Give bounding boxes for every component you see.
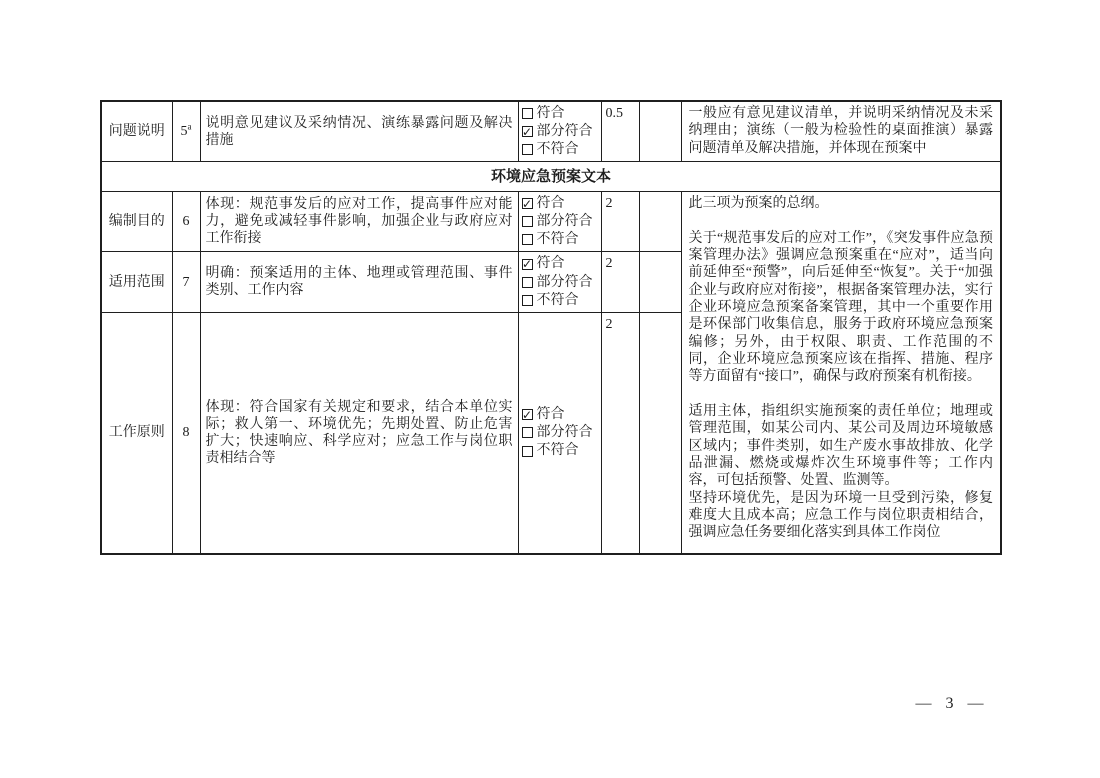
- row-number-text: 8: [182, 425, 190, 441]
- checkbox-partial-icon: [522, 216, 533, 227]
- merged-comment-cell: [681, 192, 1001, 554]
- comment-text: 一般应有意见建议清单，并说明采纳情况及未采纳理由；演练（一般为检验性的桌面推演）暴露问题清单及解决措施，并体现在预案中: [688, 106, 993, 156]
- criterion-description: 说明意见建议及采纳情况、演练暴露问题及解决措施: [200, 101, 518, 162]
- checkbox-conform-icon: ✓: [521, 257, 533, 271]
- conformity-options: [518, 252, 601, 312]
- checkbox-partial-icon: ✓: [521, 124, 533, 139]
- comment-paragraph: 坚持环境优先，是因为环境一旦受到污染，修复难度大且成本高；应急工作与岗位职责相结合，强调应急任务要细化落实到具体工作岗位: [688, 490, 993, 541]
- option-label: 不符合: [536, 232, 579, 248]
- criterion-description: 体现：规范事发后的应对工作，提高事件应对能力，避免或减轻事件影响，加强企业与政府应对工作衔接: [200, 192, 518, 252]
- option-label: 不符合: [536, 142, 579, 158]
- row-label: 工作原则: [101, 312, 172, 554]
- table-row-item-5: [101, 101, 1001, 162]
- option-label: 部分符合: [536, 124, 593, 140]
- blank-score-cell: [639, 192, 681, 252]
- row-number: [172, 101, 200, 162]
- criterion-description: 明确：预案适用的主体、地理或管理范围、事件类别、工作内容: [200, 252, 518, 312]
- conformity-options: [518, 192, 601, 252]
- conformity-options: [518, 312, 601, 554]
- blank-score-cell: [639, 101, 681, 162]
- checkbox-partial-icon: [522, 427, 533, 438]
- score-value: 2: [601, 192, 639, 252]
- section-header: 环境应急预案文本: [101, 162, 1001, 192]
- checkbox-conform-icon: [522, 108, 533, 119]
- option-label: 符合: [536, 256, 565, 272]
- row-label: 编制目的: [101, 192, 172, 252]
- score-value: 0.5: [601, 101, 639, 162]
- checkbox-nonconform-icon: [522, 446, 533, 457]
- row-number-text: 5: [180, 124, 188, 140]
- checkbox-nonconform-icon: [522, 144, 533, 155]
- option-label: 符合: [536, 196, 565, 212]
- option-conform: [522, 105, 598, 122]
- option-label: 部分符合: [536, 214, 593, 230]
- option-nonconform: [522, 292, 598, 309]
- option-partial-conform: [522, 213, 598, 230]
- evaluation-table: [100, 100, 1002, 555]
- option-label: 符合: [536, 407, 565, 423]
- option-partial-conform: [522, 274, 598, 291]
- criterion-description: 体现：符合国家有关规定和要求，结合本单位实际；救人第一、环境优先；先期处置、防止危害扩大；快速响应、科学应对；应急工作与岗位职责相结合等: [200, 312, 518, 554]
- option-label: 不符合: [536, 443, 579, 459]
- checkbox-conform-icon: ✓: [521, 196, 533, 211]
- section-header-row: [101, 162, 1001, 192]
- score-value: 2: [601, 312, 639, 554]
- row-label: 问题说明: [101, 101, 172, 162]
- option-nonconform: [522, 141, 598, 158]
- row-number: [172, 252, 200, 312]
- row-number-footnote: a: [187, 121, 192, 132]
- option-label: 不符合: [536, 292, 579, 308]
- row-number: [172, 312, 200, 554]
- option-label: 部分符合: [536, 425, 593, 441]
- option-partial-conform: [522, 123, 598, 140]
- comment-paragraph: 适用主体，指组织实施预案的责任单位；地理或管理范围，如某公司内、某公司及周边环境敏感区域内；事件类别，如生产废水事故排放、化学品泄漏、燃烧或爆炸次生环境事件等；工作内容，可包括预警、处置、监测等。: [688, 403, 993, 489]
- row-number-text: 6: [182, 214, 190, 230]
- page-number: — 3 —: [915, 695, 985, 712]
- comment-paragraph: 此三项为预案的总纲。: [688, 196, 829, 212]
- option-nonconform: [522, 442, 598, 459]
- option-conform: [522, 255, 598, 272]
- option-conform: [522, 406, 598, 423]
- checkbox-conform-icon: ✓: [521, 407, 533, 422]
- option-conform: [522, 195, 598, 212]
- comment-cell: [681, 101, 1001, 162]
- comment-paragraph: 关于“规范事发后的应对工作”，《突发事件应急预案管理办法》强调应急预案重在“应对”，适当向前延伸至“预警”，向后延伸至“恢复”。关于“加强企业与政府应对衔接”，根据备案管理办法，实行企业环境应急预案备案管理，其中一个重要作用是环保部门收集信息，服务于政府环境应急预案编修；另外，由于权限、职责、工作范围的不同，企业环境应急预案应该在指挥、措施、程序等方面留有“接口”，确保与政府预案有机衔接。: [688, 230, 993, 385]
- blank-score-cell: [639, 252, 681, 312]
- blank-score-cell: [639, 312, 681, 554]
- option-nonconform: [522, 231, 598, 248]
- row-number: [172, 192, 200, 252]
- checkbox-nonconform-icon: [522, 234, 533, 245]
- option-label: 符合: [536, 106, 565, 121]
- option-label: 部分符合: [536, 274, 593, 290]
- score-value: 2: [601, 252, 639, 312]
- checkbox-nonconform-icon: [522, 295, 533, 306]
- option-partial-conform: [522, 424, 598, 441]
- row-label: 适用范围: [101, 252, 172, 312]
- row-number-text: 7: [182, 274, 190, 290]
- checkbox-partial-icon: [522, 277, 533, 288]
- table-row-item-6: [101, 192, 1001, 252]
- conformity-options: [518, 101, 601, 162]
